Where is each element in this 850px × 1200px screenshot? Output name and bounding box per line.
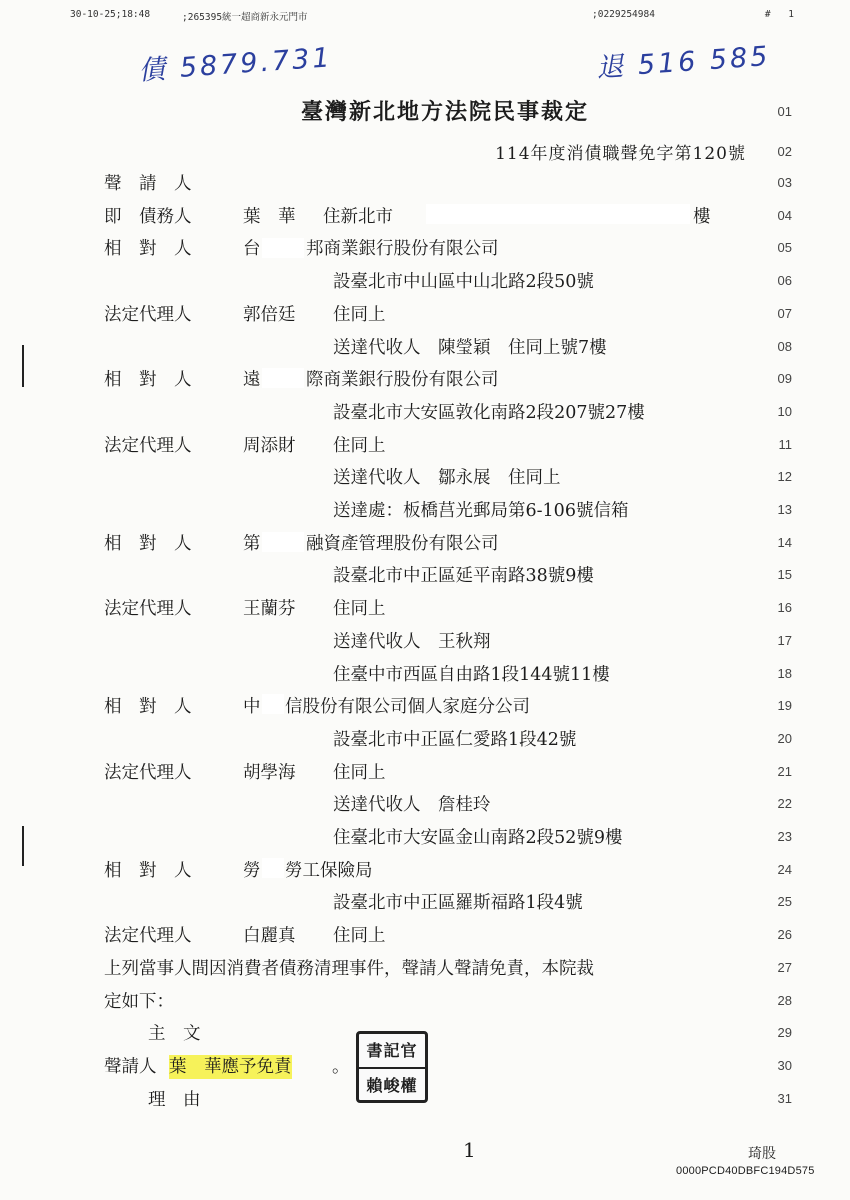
line-text: 法定代理人 <box>104 304 192 325</box>
line-text: 際商業銀行股份有限公司 <box>306 370 499 391</box>
body-line <box>0 695 850 727</box>
fax-page: # 1 <box>764 9 800 20</box>
line-number: 23 <box>777 829 792 844</box>
line-number: 31 <box>777 1090 792 1106</box>
line-text: 住同上 <box>333 435 386 456</box>
line-number: 11 <box>778 436 792 452</box>
line-text: 。 <box>332 1056 350 1077</box>
fax-timestamp: 30-10-25;18:48 <box>70 9 151 20</box>
line-text: 法定代理人 <box>104 435 192 456</box>
line-text: 遠 <box>243 370 261 391</box>
line-number: 20 <box>777 730 792 746</box>
line-number: 08 <box>777 338 792 354</box>
line-number: 14 <box>777 534 792 550</box>
line-number: 19 <box>777 698 792 714</box>
line-text: 台 <box>243 239 261 260</box>
body-line <box>0 924 850 956</box>
line-text: 住同上 <box>333 304 386 325</box>
line-text: 法定代理人 <box>104 762 192 783</box>
line-number: 09 <box>777 371 792 387</box>
redaction-block <box>262 238 304 258</box>
line-number: 01 <box>777 104 792 119</box>
body-line <box>0 466 850 498</box>
line-text: 設臺北市中山區中山北路2段50號 <box>333 272 594 293</box>
line-text: 住臺中市西區自由路1段144號11樓 <box>333 664 610 685</box>
body-line <box>0 793 850 825</box>
highlighted-text: 葉 華應予免責 <box>169 1056 292 1077</box>
body-line <box>0 499 850 531</box>
body-line <box>0 761 850 793</box>
line-text: 相 對 人 <box>104 697 192 718</box>
body-line <box>0 172 850 204</box>
body-line <box>0 663 850 695</box>
line-number: 04 <box>777 207 792 223</box>
redaction-block <box>426 204 690 224</box>
line-text: 送達代收人 陳瑩穎 住同上號7樓 <box>333 337 607 358</box>
line-number: 07 <box>777 305 792 321</box>
line-text: 法定代理人 <box>104 599 192 620</box>
body-line <box>0 990 850 1022</box>
line-text: 送達代收人 鄒永展 住同上 <box>333 468 561 489</box>
body-line <box>0 891 850 923</box>
body-line <box>0 597 850 629</box>
line-number: 25 <box>777 894 792 910</box>
body-line <box>0 957 850 989</box>
fax-header <box>70 9 800 23</box>
line-text: 法定代理人 <box>104 926 192 947</box>
line-text: 聲請人 <box>104 1056 157 1077</box>
line-text: 信股份有限公司個人家庭分公司 <box>285 697 530 718</box>
body-line <box>0 859 850 891</box>
line-number: 15 <box>777 567 792 583</box>
line-text: 相 對 人 <box>104 370 192 391</box>
case-number: 114年度消債職聲免字第120號 <box>495 144 746 164</box>
redaction-block <box>262 532 304 552</box>
line-number: 18 <box>777 665 792 681</box>
body-line <box>0 336 850 368</box>
body-line <box>0 564 850 596</box>
line-text: 白麗真 <box>243 926 296 947</box>
footer-code: 0000PCD40DBFC194D575 <box>676 1165 815 1177</box>
line-number: 16 <box>777 600 792 616</box>
line-text: 聲 請 人 <box>104 174 192 194</box>
line-text: 定如下： <box>104 991 174 1012</box>
line-number: 30 <box>777 1057 792 1073</box>
binder-mark <box>22 826 24 866</box>
line-text: 郭倍廷 <box>243 304 296 325</box>
body-line <box>0 303 850 335</box>
line-number: 28 <box>777 992 792 1008</box>
line-number: 17 <box>777 632 792 648</box>
line-number: 06 <box>777 273 792 289</box>
line-text: 融資產管理股份有限公司 <box>306 533 499 554</box>
line-number: 02 <box>777 144 792 159</box>
line-text: 主 文 <box>148 1024 201 1045</box>
line-text: 胡學海 <box>243 762 296 783</box>
line-text: 設臺北市中正區仁愛路1段42號 <box>333 729 577 750</box>
handwritten-note-right: 退 516 585 <box>595 40 772 85</box>
line-text: 送達代收人 王秋翔 <box>333 631 491 652</box>
handwritten-note-left: 債 5879.731 <box>137 42 334 87</box>
body-line <box>0 368 850 400</box>
page-number: 1 <box>463 1138 476 1162</box>
body-line <box>0 532 850 564</box>
line-text: 葉 華 <box>243 206 296 227</box>
document-title: 臺灣新北地方法院民事裁定 <box>300 99 589 125</box>
line-number: 03 <box>777 175 792 190</box>
fax-sender: ;265395統一超商新永元門市 <box>182 12 308 23</box>
line-text: 住臺北市大安區金山南路2段52號9樓 <box>333 828 623 848</box>
line-text: 中 <box>243 697 261 718</box>
stamp-line-name: 賴峻權 <box>366 1076 418 1095</box>
body-line <box>0 237 850 269</box>
line-text: 勞工保險局 <box>285 860 373 881</box>
line-text: 邦商業銀行股份有限公司 <box>306 239 499 260</box>
redaction-block <box>262 858 284 878</box>
line-text: 送達處：板橋莒光郵局第6-106號信箱 <box>333 501 629 521</box>
line-number: 22 <box>777 796 792 812</box>
line-number: 29 <box>777 1025 792 1041</box>
fax-number: ;0229254984 <box>592 9 655 20</box>
line-text: 相 對 人 <box>104 860 192 881</box>
line-text: 設臺北市中正區延平南路38號9樓 <box>333 566 594 587</box>
body-line <box>0 434 850 466</box>
body-line <box>0 728 850 760</box>
line-text: 上列當事人間因消費者債務清理事件，聲請人聲請免責，本院裁 <box>104 958 594 979</box>
body-line <box>0 630 850 662</box>
line-text: 王蘭芬 <box>243 599 296 620</box>
body-line <box>0 401 850 433</box>
line-number: 27 <box>777 959 792 975</box>
line-text: 住同上 <box>333 762 386 783</box>
redaction-block <box>262 368 304 388</box>
line-text: 相 對 人 <box>104 239 192 260</box>
body-line <box>0 270 850 302</box>
line-text: 樓 <box>693 206 711 227</box>
line-text: 設臺北市大安區敦化南路2段207號27樓 <box>333 402 645 423</box>
line-number: 05 <box>777 240 792 256</box>
body-line <box>0 826 850 858</box>
line-text: 勞 <box>243 860 261 881</box>
line-text: 住同上 <box>333 599 386 620</box>
line-number: 13 <box>777 502 792 517</box>
line-text: 設臺北市中正區羅斯福路1段4號 <box>333 893 583 914</box>
footer-label: 琦股 <box>748 1146 776 1162</box>
line-text: 周添財 <box>243 435 296 456</box>
clerk-seal-stamp <box>356 1031 428 1103</box>
line-number: 26 <box>777 927 792 943</box>
line-number: 12 <box>777 469 792 485</box>
line-text: 住同上 <box>333 926 386 947</box>
line-text: 即 債務人 <box>104 206 192 227</box>
binder-mark <box>22 345 24 387</box>
stamp-line-title: 書記官 <box>359 1034 425 1069</box>
redaction-block <box>262 694 284 714</box>
line-text: 送達代收人 詹桂玲 <box>333 795 491 816</box>
line-number: 24 <box>777 861 792 877</box>
body-line <box>0 205 850 237</box>
line-text: 相 對 人 <box>104 533 192 554</box>
line-text: 住新北市 <box>323 206 393 227</box>
line-number: 10 <box>777 403 792 419</box>
line-text: 理 由 <box>148 1089 201 1110</box>
line-number: 21 <box>777 763 792 779</box>
line-text: 第 <box>243 533 261 554</box>
